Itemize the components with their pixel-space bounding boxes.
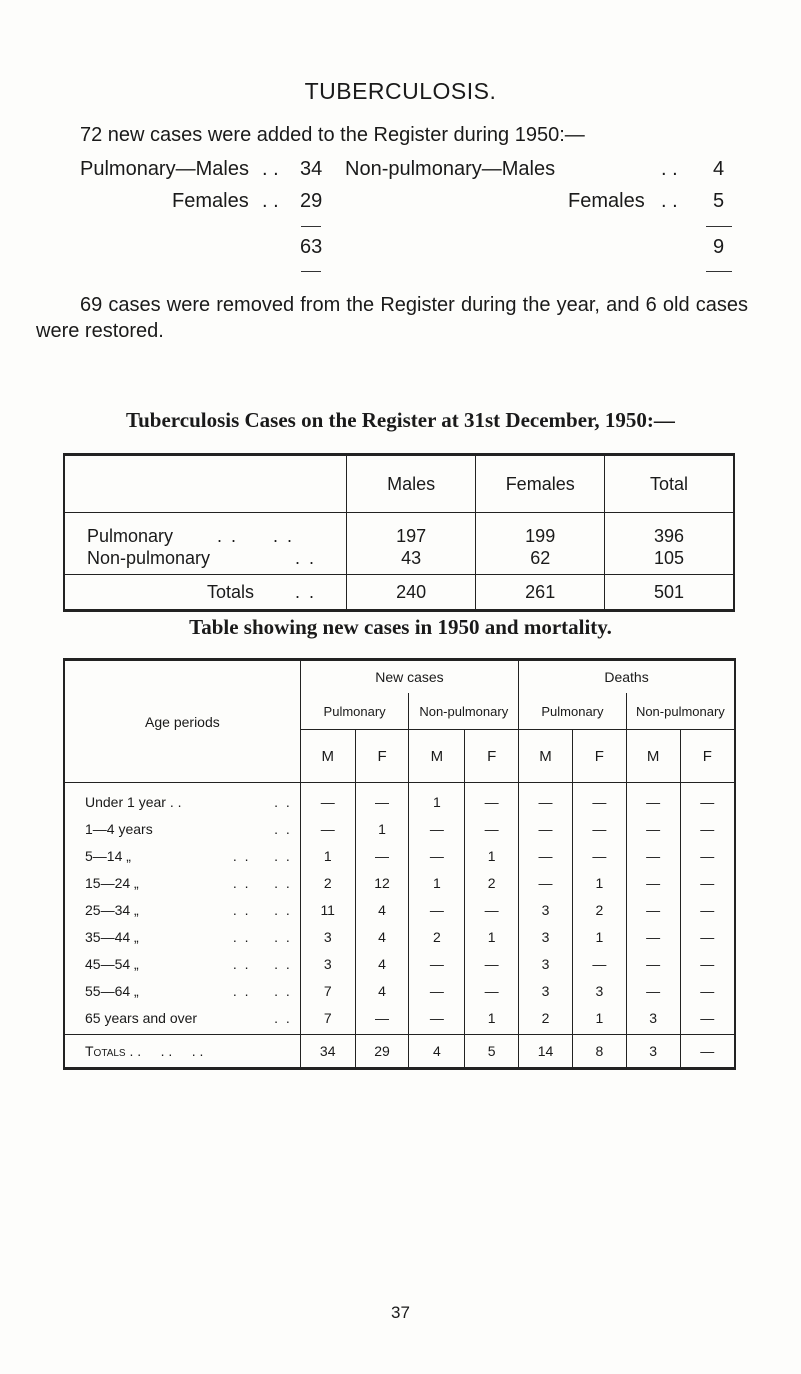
table-cell: — (572, 842, 626, 869)
table-cell: 3 (519, 896, 573, 923)
pulmonary-males-label: Pulmonary—Males (80, 158, 249, 180)
table-cell: 8 (572, 1035, 626, 1069)
table-cell: 2 (300, 869, 355, 896)
table-cell: — (680, 842, 735, 869)
table-row-label: Pulmonary (87, 526, 174, 546)
table-cell: 1 (409, 783, 465, 816)
leader-dots: . . (661, 158, 678, 180)
age-period-label: 35—44 „ (85, 928, 139, 945)
table-cell: 7 (300, 1004, 355, 1035)
age-period-label: 45—54 „ (85, 955, 139, 972)
register-males-col (346, 513, 475, 575)
register-table (63, 453, 735, 612)
table-cell: 4 (355, 950, 409, 977)
table-cell: 199 (525, 526, 556, 546)
table-cell: — (626, 923, 680, 950)
age-period-label: 15—24 „ (85, 874, 139, 891)
page-number: 37 (391, 1303, 410, 1322)
table-cell: — (572, 783, 626, 816)
leader-dots: . . (295, 548, 317, 568)
table-cell: 1 (572, 923, 626, 950)
register-totals-label (64, 575, 346, 611)
table-cell: — (465, 815, 519, 842)
table-cell: 240 (346, 575, 475, 611)
table-cell: — (680, 783, 735, 816)
register-body-row (64, 513, 734, 575)
table-cell: — (355, 783, 409, 816)
leader-dots: . . (274, 793, 292, 810)
leader-dots: . . . . (232, 901, 292, 918)
table-cell: — (626, 950, 680, 977)
mortality-header-row-1 (64, 660, 735, 694)
age-period-cell (64, 977, 300, 1004)
table-row (64, 869, 735, 896)
table-cell: — (465, 950, 519, 977)
age-period-cell (64, 815, 300, 842)
table-cell: 3 (519, 977, 573, 1004)
table-cell: 4 (355, 977, 409, 1004)
table-cell: 12 (355, 869, 409, 896)
table-cell: 3 (519, 950, 573, 977)
table-cell: 1 (300, 842, 355, 869)
table-cell: — (409, 1004, 465, 1035)
table-cell: 1 (355, 815, 409, 842)
table-cell: 4 (409, 1035, 465, 1069)
nonpulmonary-females-label: Females (568, 190, 645, 212)
table-cell: 34 (300, 1035, 355, 1069)
table-cell: 1 (465, 923, 519, 950)
age-period-cell (64, 1004, 300, 1035)
register-heading: Tuberculosis Cases on the Register at 31st December, 1950:— (126, 408, 675, 432)
table-cell: 501 (605, 575, 734, 611)
table-cell: 7 (300, 977, 355, 1004)
table-cell: — (519, 869, 573, 896)
mortality-body (64, 783, 735, 1035)
leader-dots: . . . . (232, 928, 292, 945)
table-cell: — (465, 896, 519, 923)
totals-label: Totals . . . . . . (64, 1035, 300, 1069)
table-cell: 1 (465, 1004, 519, 1035)
age-period-cell (64, 923, 300, 950)
table-cell: — (409, 815, 465, 842)
table-cell: — (465, 977, 519, 1004)
table-cell: 29 (355, 1035, 409, 1069)
sex-header-f: F (680, 730, 735, 783)
leader-dots: . . . . (232, 955, 292, 972)
removal-paragraph: 69 cases were removed from the Register during the year, and 6 old cases were restored. (36, 294, 748, 342)
table-cell: — (300, 815, 355, 842)
table-cell: — (680, 1035, 735, 1069)
leader-dots: . . (295, 581, 317, 602)
table-cell: 43 (401, 548, 422, 568)
deaths-nonpulmonary-header: Non-pulmonary (626, 693, 735, 730)
table-cell: — (355, 842, 409, 869)
totals-label: Totals (207, 581, 255, 602)
table-cell: 2 (409, 923, 465, 950)
age-period-cell (64, 869, 300, 896)
age-period-cell (64, 783, 300, 816)
pulmonary-total: 63 (300, 236, 323, 258)
table-row-label: Non-pulmonary (87, 548, 211, 568)
table-cell: — (409, 896, 465, 923)
table-cell: 1 (572, 869, 626, 896)
register-females-col (476, 513, 605, 575)
sex-header-f: F (465, 730, 519, 783)
table-cell: 4 (355, 923, 409, 950)
nonpulmonary-females-count: 5 (713, 190, 725, 212)
table-cell: 14 (519, 1035, 573, 1069)
leader-dots: . . (262, 190, 279, 212)
register-header-males: Males (346, 455, 475, 513)
age-period-label: Under 1 year . . (85, 793, 182, 810)
leader-dots: . . . . (232, 982, 292, 999)
register-labels (64, 513, 346, 575)
table-cell: — (519, 815, 573, 842)
table-cell: — (626, 896, 680, 923)
leader-dots: . . (661, 190, 678, 212)
register-totals-row (64, 575, 734, 611)
age-period-label: 1—4 years (85, 820, 153, 837)
table-cell: — (355, 1004, 409, 1035)
leader-dots: . . . . (232, 874, 292, 891)
leader-dots: . . (274, 820, 292, 837)
table-cell: 261 (476, 575, 605, 611)
table-cell: 11 (300, 896, 355, 923)
table-cell: — (680, 977, 735, 1004)
table-cell: — (680, 923, 735, 950)
table-cell: — (519, 783, 573, 816)
age-period-label: 25—34 „ (85, 901, 139, 918)
table-cell: — (626, 869, 680, 896)
nonpulmonary-sum-rule (706, 226, 732, 227)
sex-header-f: F (355, 730, 409, 783)
new-pulmonary-header: Pulmonary (300, 693, 409, 730)
register-header-females: Females (476, 455, 605, 513)
register-header-row (64, 455, 734, 513)
deaths-pulmonary-header: Pulmonary (519, 693, 627, 730)
sex-header-m: M (409, 730, 465, 783)
mortality-totals-row (64, 1035, 735, 1069)
register-header-blank (64, 455, 346, 513)
table-cell: 1 (409, 869, 465, 896)
sex-header-m: M (626, 730, 680, 783)
new-nonpulmonary-header: Non-pulmonary (409, 693, 519, 730)
table-cell: — (519, 842, 573, 869)
table-cell: — (680, 815, 735, 842)
intro-line: 72 new cases were added to the Register during 1950:— (80, 124, 585, 146)
table-cell: 3 (300, 950, 355, 977)
age-period-cell (64, 842, 300, 869)
age-period-cell (64, 896, 300, 923)
table-row (64, 977, 735, 1004)
table-cell: — (409, 950, 465, 977)
leader-dots: . . (262, 158, 279, 180)
leader-dots: . . (274, 1009, 292, 1026)
new-cases-header: New cases (300, 660, 518, 694)
pulmonary-sum-rule (301, 226, 321, 227)
table-cell: — (465, 783, 519, 816)
table-cell: 3 (572, 977, 626, 1004)
sex-header-f: F (572, 730, 626, 783)
nonpulmonary-total: 9 (713, 236, 725, 258)
pulmonary-females-count: 29 (300, 190, 323, 212)
table-cell: 197 (396, 526, 427, 546)
table-cell: 3 (519, 923, 573, 950)
table-cell: 1 (572, 1004, 626, 1035)
table-cell: 2 (519, 1004, 573, 1035)
table-cell: 2 (572, 896, 626, 923)
table-cell: 105 (653, 548, 685, 568)
pulmonary-males-count: 34 (300, 158, 323, 180)
table-cell: — (300, 783, 355, 816)
pulmonary-females-label: Females (172, 190, 249, 212)
nonpulmonary-males-count: 4 (713, 158, 725, 180)
table-row (64, 896, 735, 923)
table-cell: — (680, 1004, 735, 1035)
table-cell: 62 (530, 548, 551, 568)
table-cell: — (680, 896, 735, 923)
page-title: TUBERCULOSIS. (304, 78, 497, 104)
sex-header-m: M (519, 730, 573, 783)
register-header-total: Total (605, 455, 734, 513)
age-periods-header: Age periods (64, 660, 300, 783)
age-period-label: 5—14 „ (85, 847, 131, 864)
nonpulmonary-total-rule (706, 271, 732, 272)
table-cell: — (626, 842, 680, 869)
pulmonary-total-rule (301, 271, 321, 272)
table-cell: 396 (653, 526, 685, 546)
table-cell: — (626, 783, 680, 816)
register-total-col (605, 513, 734, 575)
table-cell: — (409, 842, 465, 869)
age-period-label: 65 years and over (85, 1009, 198, 1026)
table-row (64, 842, 735, 869)
leader-dots: . . . . (217, 526, 295, 546)
sex-header-m: M (300, 730, 355, 783)
mortality-table (63, 658, 736, 1070)
table-cell: 3 (626, 1035, 680, 1069)
table-row (64, 1004, 735, 1035)
nonpulmonary-males-label: Non-pulmonary—Males (345, 158, 556, 180)
table-cell: 1 (465, 842, 519, 869)
table-cell: 3 (626, 1004, 680, 1035)
table-row (64, 783, 735, 816)
table-cell: 4 (355, 896, 409, 923)
table-cell: — (572, 815, 626, 842)
table-cell: — (572, 950, 626, 977)
table-row (64, 815, 735, 842)
leader-dots: . . . . (232, 847, 292, 864)
table-cell: — (680, 869, 735, 896)
table-cell: — (626, 815, 680, 842)
table-cell: 2 (465, 869, 519, 896)
mortality-heading: Table showing new cases in 1950 and mortality. (189, 615, 612, 639)
table-cell: — (626, 977, 680, 1004)
table-cell: — (680, 950, 735, 977)
table-row (64, 950, 735, 977)
table-row (64, 923, 735, 950)
age-period-cell (64, 950, 300, 977)
deaths-header: Deaths (519, 660, 735, 694)
table-cell: — (409, 977, 465, 1004)
table-cell: 5 (465, 1035, 519, 1069)
age-period-label: 55—64 „ (85, 982, 139, 999)
table-cell: 3 (300, 923, 355, 950)
